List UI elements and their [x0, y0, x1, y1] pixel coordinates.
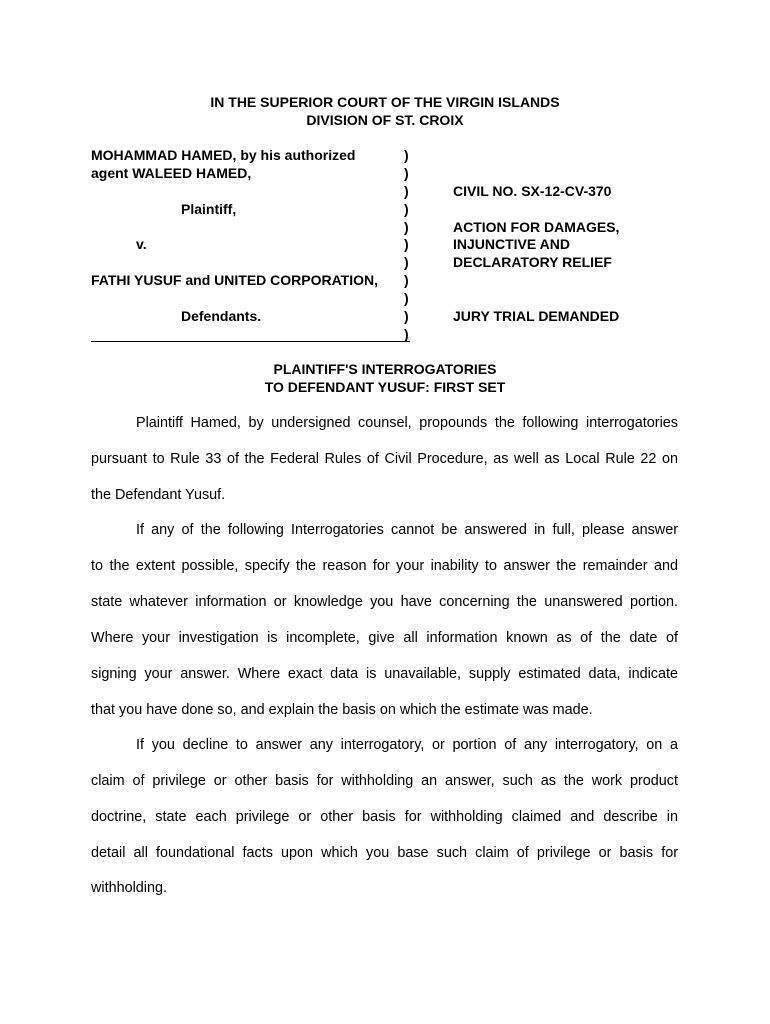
paragraph-line: detail all foundational facts upon which you base such claim of privilege or basis for: [91, 845, 678, 861]
action-type-line3: DECLARATORY RELIEF: [453, 254, 612, 270]
paragraph-line: Where your investigation is incomplete, give all information known as of the date of: [91, 630, 678, 646]
document-title-line1: PLAINTIFF'S INTERROGATORIES: [273, 361, 497, 377]
paragraph-line: withholding.: [91, 880, 168, 896]
paragraph-line: signing your answer. Where exact data is unavailable, supply estimated data, indicate: [91, 666, 678, 682]
caption-paren: ): [404, 165, 409, 181]
caption-paren: ): [404, 183, 409, 199]
paragraph-line: doctrine, state each privilege or other basis for withholding claimed and describe in: [91, 809, 678, 825]
jury-trial-demand: JURY TRIAL DEMANDED: [453, 308, 620, 324]
paragraph-line: pursuant to Rule 33 of the Federal Rules of Civil Procedure, as well as Local Rule 22 on: [91, 451, 678, 467]
defendants-role: Defendants.: [181, 308, 262, 324]
civil-case-number: CIVIL NO. SX-12-CV-370: [453, 183, 612, 199]
versus-label: v.: [136, 236, 147, 252]
court-division: DIVISION OF ST. CROIX: [306, 112, 464, 128]
paragraph-line: claim of privilege or other basis for withholding an answer, such as the work product: [91, 773, 678, 789]
caption-paren: ): [404, 147, 409, 163]
caption-paren: ): [404, 219, 409, 235]
paragraph-line: to the extent possible, specify the reason for your inability to answer the remainder and: [91, 558, 678, 574]
plaintiff-name-line1: MOHAMMAD HAMED, by his authorized: [91, 147, 356, 163]
paragraph-line: that you have done so, and explain the basis on which the estimate was made.: [91, 702, 593, 718]
action-type-line1: ACTION FOR DAMAGES,: [453, 219, 620, 235]
caption-paren: ): [404, 201, 409, 217]
defendants-names: FATHI YUSUF and UNITED CORPORATION,: [91, 272, 379, 288]
plaintiff-name-line2: agent WALEED HAMED,: [91, 165, 252, 181]
action-type-line2: INJUNCTIVE AND: [453, 236, 570, 252]
caption-paren: ): [404, 308, 409, 324]
caption-paren: ): [404, 326, 409, 342]
paragraph-line: state whatever information or knowledge you have concerning the unanswered portion.: [91, 594, 678, 610]
plaintiff-role: Plaintiff,: [181, 201, 237, 217]
caption-paren: ): [404, 272, 409, 288]
paragraph-line: If any of the following Interrogatories cannot be answered in full, please answer: [136, 522, 678, 538]
court-name: IN THE SUPERIOR COURT OF THE VIRGIN ISLANDS: [210, 94, 560, 110]
caption-paren: ): [404, 254, 409, 270]
paragraph-line: the Defendant Yusuf.: [91, 487, 226, 503]
caption-underline: [91, 341, 410, 342]
caption-paren: ): [404, 290, 409, 306]
caption-paren: ): [404, 236, 409, 252]
paragraph-line: Plaintiff Hamed, by undersigned counsel, propounds the following interrogatories: [136, 415, 678, 431]
document-title-line2: TO DEFENDANT YUSUF: FIRST SET: [264, 379, 506, 395]
paragraph-line: If you decline to answer any interrogatory, or portion of any interrogatory, on a: [136, 737, 678, 753]
